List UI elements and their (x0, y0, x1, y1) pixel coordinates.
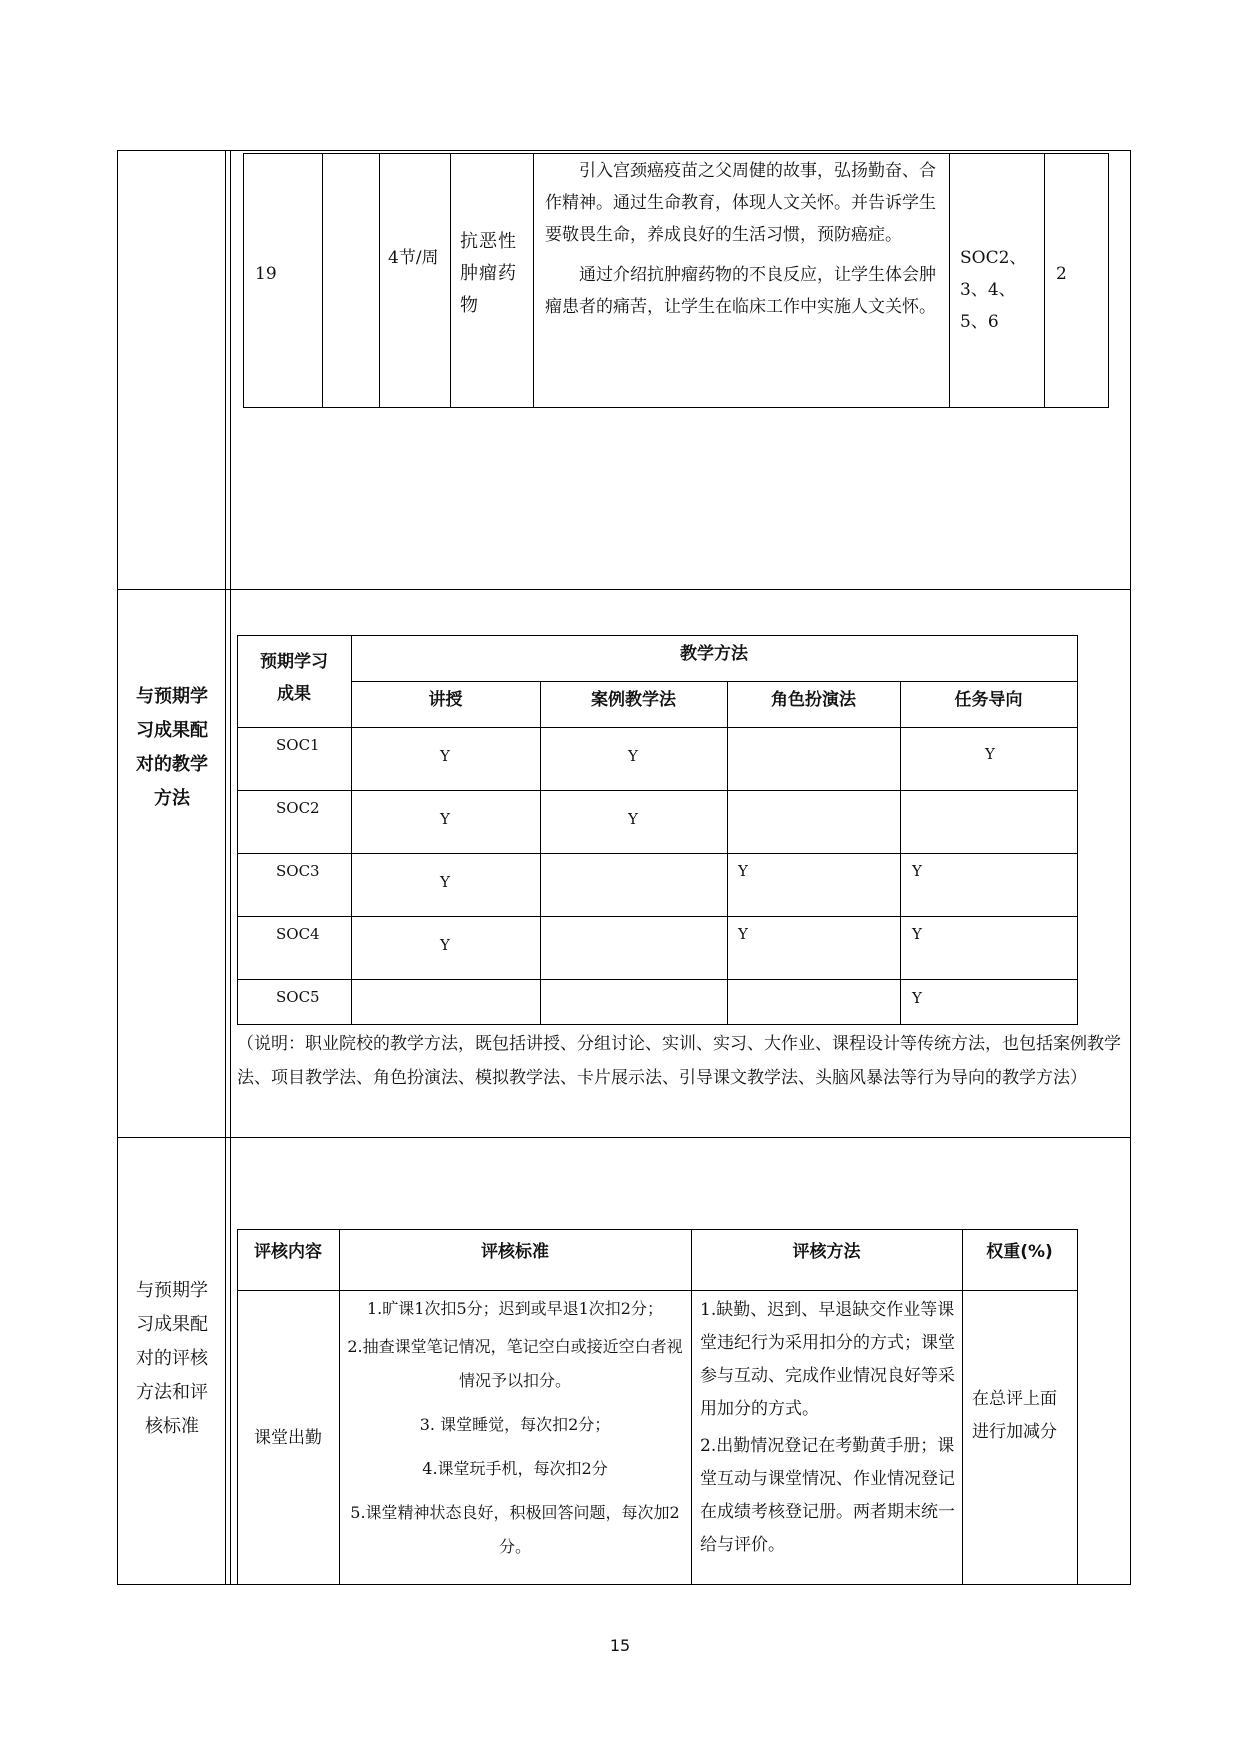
outer-top-border (117, 150, 1131, 151)
cell-y: Y (440, 810, 450, 828)
cell-y: Y (912, 989, 922, 1007)
col-header-task: 任务导向 (954, 690, 1023, 710)
standard-4: 4.课堂玩手机，每次扣2分 (422, 1459, 608, 1478)
assessment-section-label: 与预期学习成果配对的评核方法和评核标准 (136, 1280, 208, 1437)
col-header-lecture: 讲授 (428, 690, 463, 710)
soc-label: SOC1 (276, 736, 320, 754)
soc-label: SOC2 (276, 799, 320, 817)
section-divider-1 (117, 589, 1131, 590)
header-outcome: 预期学习成果 (260, 652, 328, 704)
header-method: 评核方法 (792, 1242, 861, 1262)
label-column-divider (225, 150, 226, 1585)
week-number: 19 (255, 264, 277, 284)
cell-y: Y (440, 747, 450, 765)
content-paragraph-1: 引入宫颈癌疫苗之父周健的故事，弘扬勤奋、合作精神。通过生命教育，体现人文关怀。并告诉学生要敬畏生命，养成良好的生活习惯，预防癌症。 (545, 161, 936, 245)
assessment-content: 课堂出勤 (254, 1428, 322, 1448)
standard-5: 5.课堂精神状态良好，积极回答问题，每次加2分。 (350, 1503, 680, 1556)
cell-y: Y (628, 810, 638, 828)
soc-label: SOC4 (276, 925, 320, 943)
weight-cell: 在总评上面进行加减分 (972, 1389, 1057, 1442)
soc-label: SOC5 (276, 988, 320, 1006)
content-cell (545, 153, 940, 323)
topic-cell: 抗恶性肿瘤药物 (460, 231, 517, 316)
cell-y: Y (440, 873, 450, 891)
col-header-case: 案例教学法 (591, 690, 676, 710)
header-standard: 评核标准 (481, 1242, 549, 1262)
cell-y: Y (738, 862, 748, 880)
standard-2: 2.抽查课堂笔记情况，笔记空白或接近空白者视情况予以扣分。 (347, 1337, 683, 1390)
cell-y: Y (912, 925, 922, 943)
cell-y: Y (440, 936, 450, 954)
credit-cell: 2 (1056, 264, 1067, 284)
cell-y: Y (628, 747, 638, 765)
standards-cell (347, 1292, 683, 1564)
outer-right-border (1130, 150, 1131, 1585)
cell-y: Y (738, 925, 748, 943)
methods-note: （说明：职业院校的教学方法，既包括讲授、分组讨论、实训、实习、大作业、课程设计等传统方法，也包括案例教学法、项目教学法、角色扮演法、模拟教学法、卡片展示法、引导课文教学法、头脑风暴法等行为导向的教学方法） (237, 1034, 1121, 1088)
header-content: 评核内容 (254, 1242, 322, 1262)
header-methods: 教学方法 (680, 644, 748, 664)
cell-y: Y (912, 862, 922, 880)
label-column-divider-2 (230, 150, 231, 1585)
standard-1: 1.旷课1次扣5分；迟到或早退1次扣2分； (367, 1299, 663, 1318)
standard-3: 3. 课堂睡觉，每次扣2分； (419, 1415, 611, 1434)
method-cell (700, 1294, 956, 1562)
soc-label: SOC3 (276, 862, 320, 880)
method-paragraph-1: 1.缺勤、迟到、早退缺交作业等课堂违纪行为采用扣分的方式；课堂参与互动、完成作业情况良好等采用加分的方式。 (700, 1300, 955, 1419)
header-weight: 权重(%) (986, 1242, 1053, 1262)
method-paragraph-2: 2.出勤情况登记在考勤黄手册；课堂互动与课堂情况、作业情况登记在成绩考核登记册。两者期末统一给与评价。 (700, 1436, 955, 1555)
page-number: 15 (609, 1636, 631, 1655)
outer-left-border (117, 150, 118, 1585)
soc-cell: SOC2、3、4、5、6 (960, 248, 1027, 332)
cell-y: Y (985, 745, 995, 763)
content-paragraph-2: 通过介绍抗肿瘤药物的不良反应，让学生体会肿瘤患者的痛苦，让学生在临床工作中实施人文关怀。 (545, 265, 936, 317)
col-header-role-play: 角色扮演法 (771, 690, 856, 710)
methods-section-label: 与预期学习成果配对的教学方法 (136, 686, 208, 809)
section-divider-2 (117, 1137, 1131, 1138)
hours-per-week: 4节/周 (388, 248, 439, 268)
